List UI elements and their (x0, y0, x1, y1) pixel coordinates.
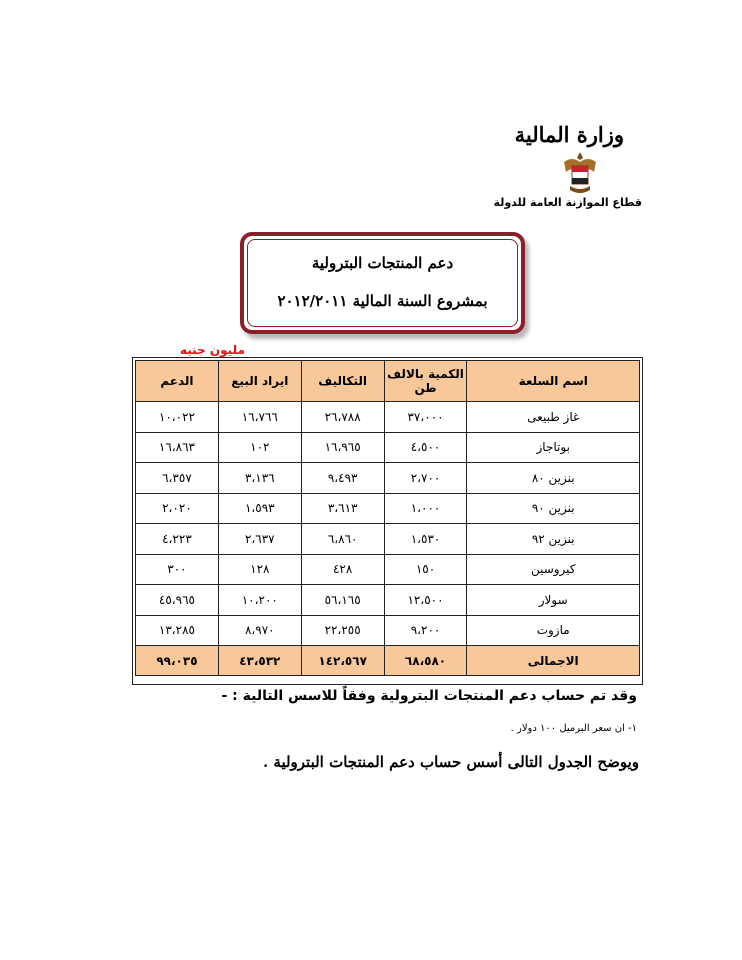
budget-sector-subtitle: قطاع الموازنة العامة للدولة (493, 196, 642, 209)
cell-quantity: ٣٧،٠٠٠ (384, 402, 467, 433)
cell-revenue: ٨،٩٧٠ (218, 615, 301, 646)
cell-costs: ٦،٨٦٠ (301, 524, 384, 555)
table-intro-text: ويوضح الجدول التالى أسس حساب دعم المنتجات البترولية . (262, 753, 639, 771)
cell-revenue: ١٦،٧٦٦ (218, 402, 301, 433)
cell-commodity: سولار (467, 585, 640, 616)
cell-quantity: ٩،٢٠٠ (384, 615, 467, 646)
cell-commodity: بوتاجاز (467, 432, 640, 463)
cell-costs: ٢٦،٧٨٨ (301, 402, 384, 433)
title-frame-inner (247, 239, 518, 327)
cell-quantity: ١،٠٠٠ (384, 493, 467, 524)
cell-costs: ٤٢٨ (301, 554, 384, 585)
table-header-row (136, 361, 640, 402)
table-row (136, 432, 640, 463)
cell-quantity: ١٥٠ (384, 554, 467, 585)
cell-revenue: ١٢٨ (218, 554, 301, 585)
cell-revenue: ١٠٢ (218, 432, 301, 463)
cell-revenue: ١،٥٩٣ (218, 493, 301, 524)
total-revenue: ٤٣،٥٣٢ (218, 646, 301, 676)
cell-costs: ٢٢،٢٥٥ (301, 615, 384, 646)
table-row (136, 463, 640, 494)
title-line-1: دعم المنتجات البترولية (311, 254, 454, 272)
cell-subsidy: ٤٥،٩٦٥ (136, 585, 219, 616)
cell-costs: ٥٦،١٦٥ (301, 585, 384, 616)
cell-subsidy: ٢،٠٢٠ (136, 493, 219, 524)
cell-subsidy: ٣٠٠ (136, 554, 219, 585)
header-quantity: الكمية بالالف طن (384, 361, 467, 402)
total-subsidy: ٩٩،٠٣٥ (136, 646, 219, 676)
table-row (136, 524, 640, 555)
title-frame (240, 232, 525, 334)
cell-subsidy: ٤،٢٢٣ (136, 524, 219, 555)
cell-quantity: ٤،٥٠٠ (384, 432, 467, 463)
cell-quantity: ١٢،٥٠٠ (384, 585, 467, 616)
cell-costs: ١٦،٩٦٥ (301, 432, 384, 463)
table-total-row (136, 646, 640, 676)
table-row (136, 554, 640, 585)
table-row (136, 402, 640, 433)
table-row (136, 585, 640, 616)
cell-quantity: ٢،٧٠٠ (384, 463, 467, 494)
table-row (136, 615, 640, 646)
unit-label: مليون جنيه (180, 343, 245, 357)
header-costs: التكاليف (301, 361, 384, 402)
ministry-title: وزارة المالية (514, 122, 624, 147)
total-quantity: ٦٨،٥٨٠ (384, 646, 467, 676)
cell-commodity: كيروسين (467, 554, 640, 585)
cell-costs: ٣،٦١٣ (301, 493, 384, 524)
cell-subsidy: ١٠،٠٢٢ (136, 402, 219, 433)
cell-commodity: غاز طبيعى (467, 402, 640, 433)
cell-commodity: مازوت (467, 615, 640, 646)
cell-revenue: ٢،٦٣٧ (218, 524, 301, 555)
eagle-emblem-icon (560, 150, 600, 196)
cell-commodity: بنزين ٩٢ (467, 524, 640, 555)
cell-subsidy: ١٣،٢٨٥ (136, 615, 219, 646)
cell-subsidy: ١٦،٨٦٣ (136, 432, 219, 463)
basis-heading: وقد تم حساب دعم المنتجات البترولية وفقاً للاسس التالية : - (221, 688, 637, 704)
total-label: الاجمالى (467, 646, 640, 676)
basis-item-1: ١- ان سعر البرميل ١٠٠ دولار . (510, 723, 637, 734)
cell-revenue: ٣،١٣٦ (218, 463, 301, 494)
cell-subsidy: ٦،٣٥٧ (136, 463, 219, 494)
subsidy-table (135, 360, 640, 676)
cell-commodity: بنزين ٨٠ (467, 463, 640, 494)
title-line-2: بمشروع السنة المالية ٢٠١٢/٢٠١١ (277, 292, 488, 310)
cell-costs: ٩،٤٩٣ (301, 463, 384, 494)
cell-revenue: ١٠،٢٠٠ (218, 585, 301, 616)
total-costs: ١٤٢،٥٦٧ (301, 646, 384, 676)
header-subsidy: الدعم (136, 361, 219, 402)
cell-commodity: بنزين ٩٠ (467, 493, 640, 524)
header-commodity: اسم السلعة (467, 361, 640, 402)
header-sales-revenue: ايراد البيع (218, 361, 301, 402)
table-row (136, 493, 640, 524)
cell-quantity: ١،٥٣٠ (384, 524, 467, 555)
